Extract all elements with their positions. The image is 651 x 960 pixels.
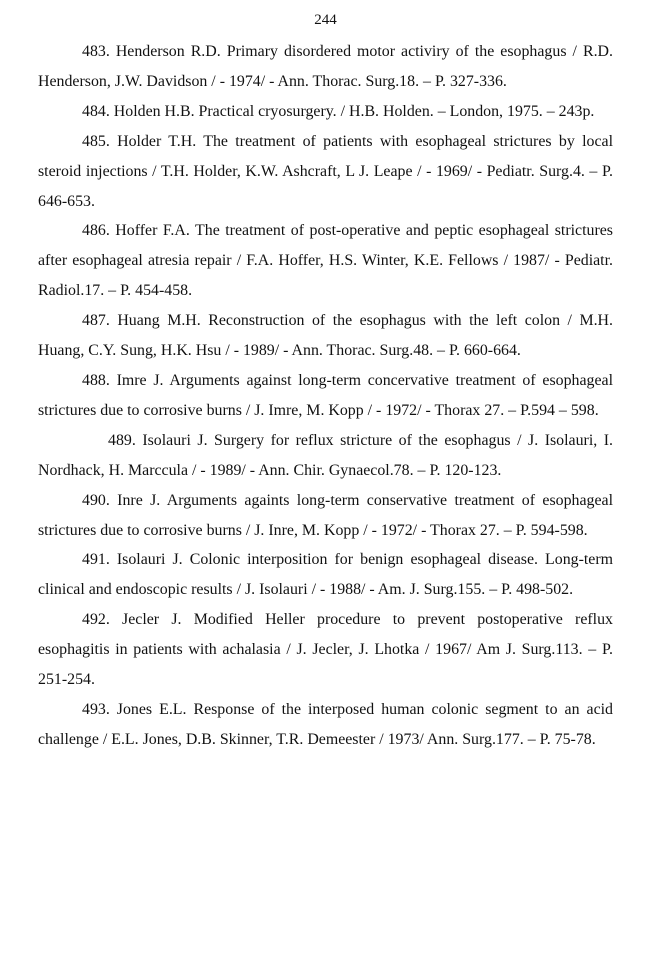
- reference-485: 485. Holder T.H. The treatment of patients with esophageal strictures by local steroid injections / T.H. Holder, K.W. Ashcraft, L J. Leape / - 1969/ - Pediatr. Surg.4. – P. 646-653.: [38, 132, 613, 210]
- reference-484: 484. Holden H.B. Practical cryosurgery. / H.B. Holden. – London, 1975. – 243p.: [82, 102, 595, 120]
- reference-492: 492. Jecler J. Modified Heller procedure to prevent postoperative reflux esophagitis in patients with achalasia / J. Jecler, J. Lhotka / 1967/ Am J. Surg.113. – P. 251-254.: [38, 611, 613, 689]
- reference-491: 491. Isolauri J. Colonic interposition for benign esophageal disease. Long-term clinical and endoscopic results / J. Isolauri / - 1988/ - Am. J. Surg.155. – P. 498-502.: [38, 551, 613, 599]
- reference-list: [38, 37, 613, 755]
- reference-487: 487. Huang M.H. Reconstruction of the esophagus with the left colon / M.H. Huang, C.Y. Sung, H.K. Hsu / - 1989/ - Ann. Thorac. Surg.48. – P. 660-664.: [38, 312, 613, 360]
- page-number: 244: [314, 12, 337, 28]
- reference-493: 493. Jones E.L. Response of the interposed human colonic segment to an acid challenge / E.L. Jones, D.B. Skinner, T.R. Demeester / 1973/ Ann. Surg.177. – P. 75-78.: [38, 700, 613, 748]
- reference-486: 486. Hoffer F.A. The treatment of post-operative and peptic esophageal strictures after esophageal atresia repair / F.A. Hoffer, H.S. Winter, K.E. Fellows / 1987/ - Pediatr. Radiol.17. – P. 454-458.: [38, 222, 613, 300]
- reference-483: 483. Henderson R.D. Primary disordered motor activiry of the esophagus / R.D. Henderson, J.W. Davidson / - 1974/ - Ann. Thorac. Surg.18. – P. 327-336.: [38, 43, 613, 90]
- reference-488: 488. Imre J. Arguments against long-term concervative treatment of esophageal strictures due to corrosive burns / J. Imre, M. Kopp / - 1972/ - Thorax 27. – P.594 – 598.: [38, 371, 613, 419]
- reference-490: 490. Inre J. Arguments againts long-term conservative treatment of esophageal strictures due to corrosive burns / J. Inre, M. Kopp / - 1972/ - Thorax 27. – P. 594-598.: [38, 491, 613, 539]
- reference-489: 489. Isolauri J. Surgery for reflux stricture of the esophagus / J. Isolauri, I. Nordhack, H. Marccula / - 1989/ - Ann. Chir. Gynaecol.78. – P. 120-123.: [38, 431, 613, 479]
